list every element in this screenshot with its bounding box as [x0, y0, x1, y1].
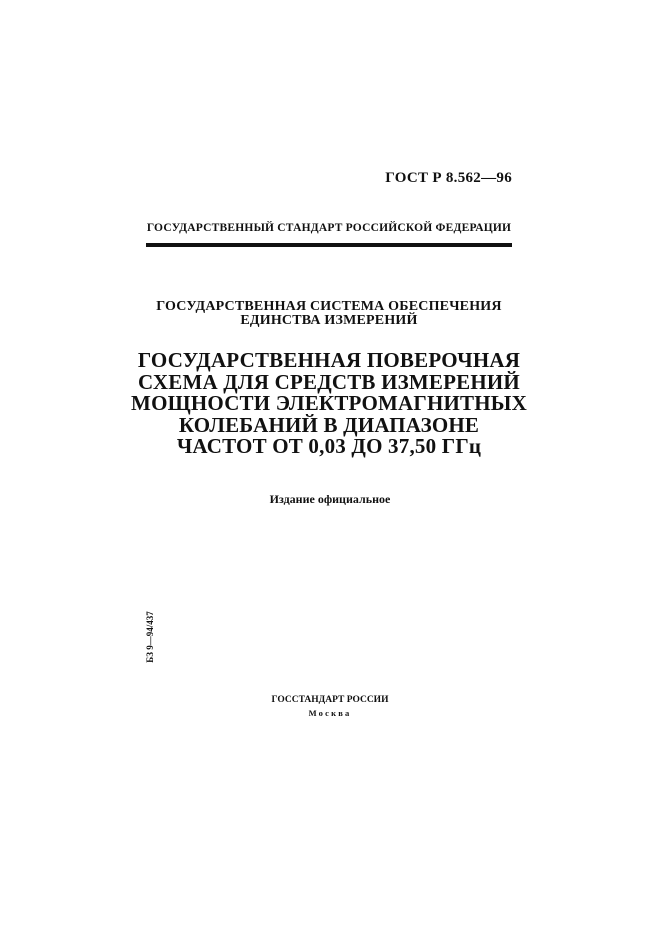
system-title-line: ГОСУДАРСТВЕННАЯ СИСТЕМА ОБЕСПЕЧЕНИЯ [156, 299, 502, 314]
standard-title: ГОСУДАРСТВЕННЫЙ СТАНДАРТ РОССИЙСКОЙ ФЕДЕРАЦИИ [146, 222, 512, 234]
main-title [111, 350, 547, 458]
main-title-line: СХЕМА ДЛЯ СРЕДСТВ ИЗМЕРЕНИЙ [138, 369, 520, 394]
main-title-line: МОЩНОСТИ ЭЛЕКТРОМАГНИТНЫХ [131, 391, 527, 415]
main-title-line: ЧАСТОТ ОТ 0,03 ДО 37,50 ГГц [176, 434, 482, 458]
header-divider [146, 243, 512, 247]
document-number: ГОСТ Р 8.562—96 [385, 170, 512, 186]
publisher-city: Москва [308, 708, 352, 718]
main-title-line: ГОСУДАРСТВЕННАЯ ПОВЕРОЧНАЯ [137, 348, 521, 372]
main-title-line: КОЛЕБАНИЙ В ДИАПАЗОНЕ [178, 412, 480, 437]
side-note [140, 602, 160, 672]
publisher-name: ГОССТАНДАРТ РОССИИ [271, 695, 389, 705]
system-title [131, 300, 527, 328]
publisher-block [230, 694, 430, 720]
system-title-line: ЕДИНСТВА ИЗМЕРЕНИЙ [240, 313, 418, 328]
edition-label: Издание официальное [269, 492, 391, 506]
side-note-text: БЗ 9—94/437 [145, 611, 155, 663]
